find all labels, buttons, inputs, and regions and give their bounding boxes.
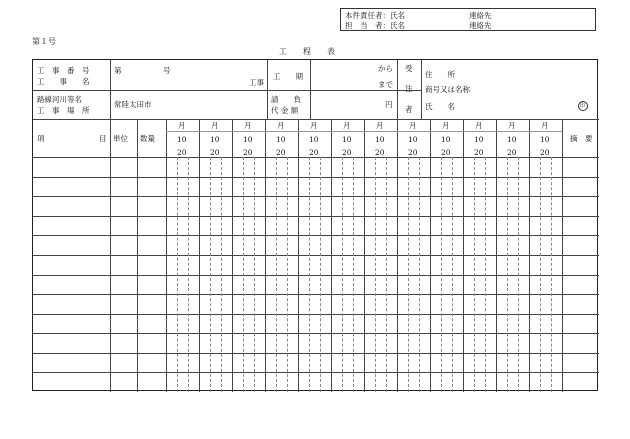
responsible-label: 本件責任者：氏名 <box>345 11 405 20</box>
month-label: 月 <box>178 121 186 130</box>
day-divider-dashed <box>287 157 288 392</box>
day-divider-dashed <box>375 157 376 392</box>
item-label-end: 目 <box>99 134 107 143</box>
day-mark-20: 20 <box>375 148 385 157</box>
day-mark-10: 10 <box>474 135 484 144</box>
site-label: 工 事 場 所 <box>37 106 90 115</box>
table-row-line <box>33 294 599 295</box>
day-mark-10: 10 <box>309 135 319 144</box>
route-label: 路線河川等名 <box>37 95 82 104</box>
work-number-suffix: 号 <box>163 66 171 75</box>
day-divider-dashed <box>386 157 387 392</box>
form-number: 第１号 <box>32 37 56 46</box>
schedule-grid <box>33 60 599 392</box>
seal-glyph: 印 <box>580 103 586 109</box>
day-mark-10: 10 <box>408 135 418 144</box>
table-row-line <box>33 177 599 178</box>
responsible-contact: 連絡先 <box>469 11 492 20</box>
month-label: 月 <box>376 121 384 130</box>
table-row-line <box>33 333 599 334</box>
day-mark-10: 10 <box>507 135 517 144</box>
day-mark-10: 10 <box>375 135 385 144</box>
day-divider-dashed <box>320 157 321 392</box>
schedule-form <box>32 59 598 391</box>
site-value: 常陸太田市 <box>114 100 152 109</box>
month-label: 月 <box>277 121 285 130</box>
contractor-char-3: 者 <box>405 105 413 114</box>
work-number-label: 工 事 番 号 <box>37 66 90 75</box>
day-divider-dashed <box>276 157 277 392</box>
table-row-line <box>33 314 599 315</box>
month-label: 月 <box>508 121 516 130</box>
month-label: 月 <box>475 121 483 130</box>
month-label: 月 <box>211 121 219 130</box>
person-in-charge-contact: 連絡先 <box>469 21 492 30</box>
work-name-label: 工 事 名 <box>37 77 90 86</box>
day-divider-dashed <box>221 157 222 392</box>
yen-unit: 円 <box>385 100 393 109</box>
item-label-start: 項 <box>37 134 45 143</box>
day-divider-dashed <box>518 157 519 392</box>
day-divider-dashed <box>342 157 343 392</box>
table-row-line <box>33 196 599 197</box>
contractor-char-1: 受 <box>405 64 413 73</box>
day-mark-20: 20 <box>474 148 484 157</box>
quantity-label: 数量 <box>140 134 155 143</box>
day-divider-dashed <box>419 157 420 392</box>
day-mark-10: 10 <box>342 135 352 144</box>
day-mark-20: 20 <box>210 148 220 157</box>
day-divider-dashed <box>408 157 409 392</box>
company-label: 商号又は名称 <box>425 85 470 94</box>
month-label: 月 <box>310 121 318 130</box>
name-label: 氏 名 <box>425 102 455 111</box>
period-to: まで <box>378 80 393 89</box>
day-mark-10: 10 <box>276 135 286 144</box>
day-mark-20: 20 <box>540 148 550 157</box>
period-from: から <box>378 64 393 73</box>
month-label: 月 <box>541 121 549 130</box>
table-row-line <box>33 255 599 256</box>
month-label: 月 <box>343 121 351 130</box>
month-label: 月 <box>244 121 252 130</box>
day-divider-dashed <box>540 157 541 392</box>
day-mark-10: 10 <box>441 135 451 144</box>
address-label: 住 所 <box>425 70 455 79</box>
day-divider-dashed <box>309 157 310 392</box>
day-divider-dashed <box>353 157 354 392</box>
day-mark-20: 20 <box>276 148 286 157</box>
work-number-prefix: 第 <box>114 66 122 75</box>
day-mark-20: 20 <box>309 148 319 157</box>
day-divider-dashed <box>210 157 211 392</box>
month-label: 月 <box>442 121 450 130</box>
work-name-suffix: 工事 <box>249 78 264 87</box>
day-mark-10: 10 <box>177 135 187 144</box>
unit-label: 単位 <box>113 134 128 143</box>
day-divider-dashed <box>254 157 255 392</box>
table-row-line <box>33 353 599 354</box>
day-divider-dashed <box>177 157 178 392</box>
day-mark-20: 20 <box>342 148 352 157</box>
day-divider-dashed <box>551 157 552 392</box>
day-mark-20: 20 <box>408 148 418 157</box>
work-period-label: 工 期 <box>273 72 303 81</box>
day-mark-10: 10 <box>243 135 253 144</box>
month-label: 月 <box>409 121 417 130</box>
day-mark-20: 20 <box>243 148 253 157</box>
day-mark-10: 10 <box>540 135 550 144</box>
day-divider-dashed <box>485 157 486 392</box>
day-divider-dashed <box>188 157 189 392</box>
day-divider-dashed <box>474 157 475 392</box>
day-mark-20: 20 <box>441 148 451 157</box>
contract-amount-label-1: 請 負 <box>271 95 301 104</box>
contractor-char-2: 注 <box>405 84 413 93</box>
person-in-charge-label: 担 当 者：氏名 <box>345 21 405 30</box>
day-divider-dashed <box>243 157 244 392</box>
table-row-line <box>33 275 599 276</box>
day-divider-dashed <box>452 157 453 392</box>
schedule-header-line <box>33 157 599 158</box>
remarks-label: 摘 要 <box>570 134 593 143</box>
table-row-line <box>33 216 599 217</box>
day-mark-20: 20 <box>507 148 517 157</box>
table-row-line <box>33 372 599 373</box>
day-divider-dashed <box>507 157 508 392</box>
day-divider-dashed <box>441 157 442 392</box>
table-row-line <box>33 235 599 236</box>
contact-box <box>340 8 596 31</box>
day-mark-20: 20 <box>177 148 187 157</box>
month-row-line <box>166 131 562 132</box>
day-mark-10: 10 <box>210 135 220 144</box>
page-title: 工 程 表 <box>279 47 335 56</box>
contract-amount-label-2: 代 金 額 <box>271 106 299 115</box>
